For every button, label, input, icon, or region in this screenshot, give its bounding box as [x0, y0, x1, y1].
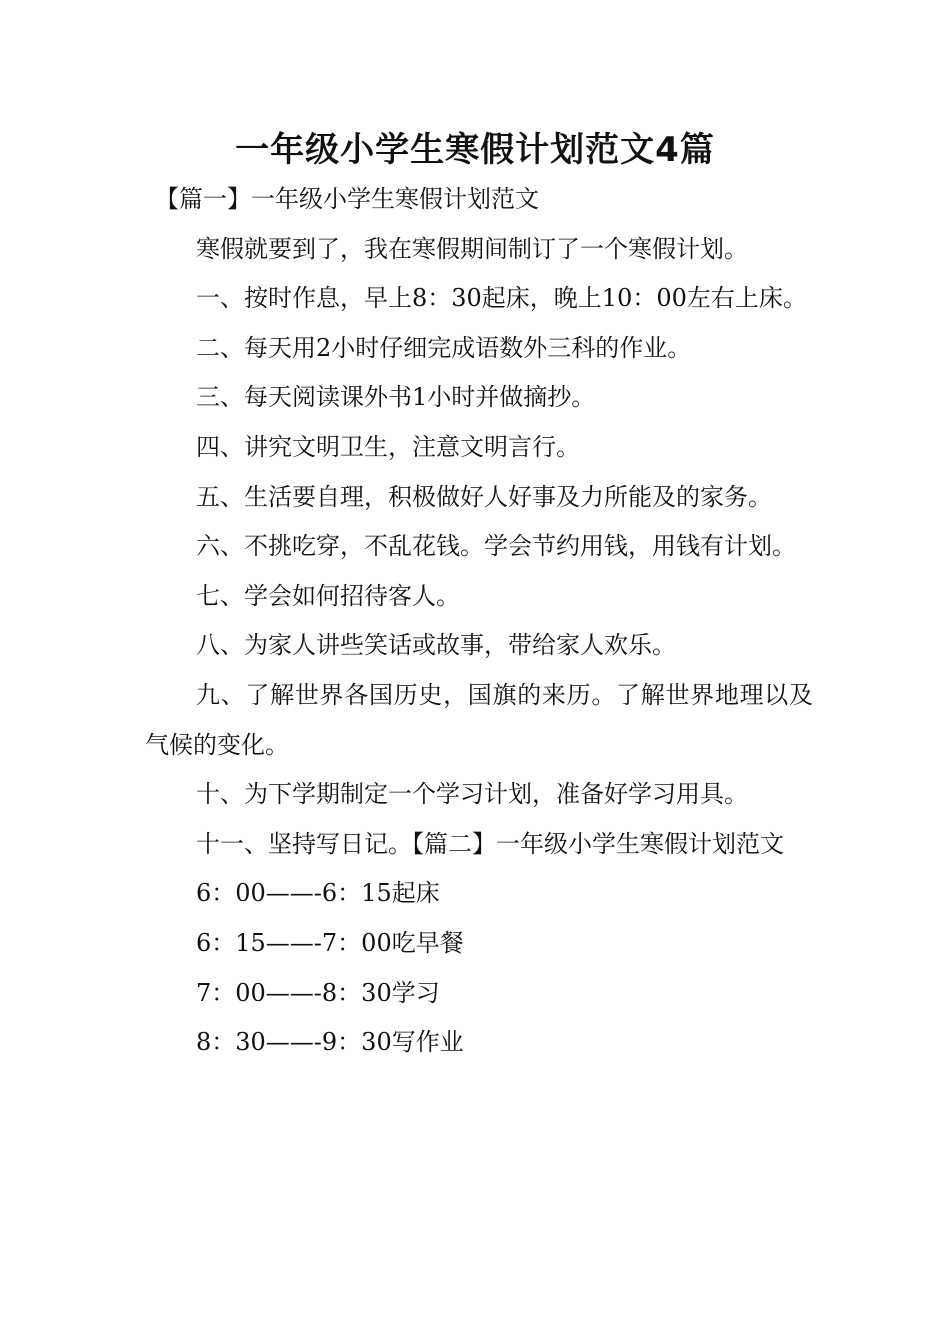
document-body [145, 175, 813, 1068]
plan-item-5: 五、生活要自理，积极做好人好事及力所能及的家务。 [196, 482, 772, 511]
plan-item-4: 四、讲究文明卫生，注意文明言行。 [196, 432, 580, 461]
schedule-line-2: 6：15——-7：00吃早餐 [196, 928, 464, 957]
plan-item-2: 二、每天用2小时仔细完成语数外三科的作业。 [196, 333, 692, 362]
document-title: 一年级小学生寒假计划范文4篇 [235, 130, 715, 170]
plan-item-8: 八、为家人讲些笑话或故事，带给家人欢乐。 [196, 631, 676, 660]
plan-item-11: 十一、坚持写日记。【篇二】一年级小学生寒假计划范文 [196, 829, 784, 858]
schedule-line-1: 6：00——-6：15起床 [196, 879, 440, 908]
plan-item-3: 三、每天阅读课外书1小时并做摘抄。 [196, 383, 596, 412]
schedule-line-3: 7：00——-8：30学习 [196, 978, 440, 1007]
plan-item-7: 七、学会如何招待客人。 [196, 581, 460, 610]
schedule-line-4: 8：30——-9：30写作业 [196, 1028, 464, 1057]
paragraph-intro: 寒假就要到了，我在寒假期间制订了一个寒假计划。 [196, 234, 748, 263]
section-heading-1: 【篇一】一年级小学生寒假计划范文 [155, 185, 539, 213]
plan-item-1: 一、按时作息，早上8：30起床，晚上10：00左右上床。 [196, 284, 807, 313]
plan-item-10: 十、为下学期制定一个学习计划，准备好学习用具。 [196, 780, 748, 809]
plan-item-9: 九、了解世界各国历史，国旗的来历。了解世界地理以及气候的变化。 [145, 680, 813, 759]
plan-item-6: 六、不挑吃穿，不乱花钱。学会节约用钱，用钱有计划。 [196, 532, 796, 561]
